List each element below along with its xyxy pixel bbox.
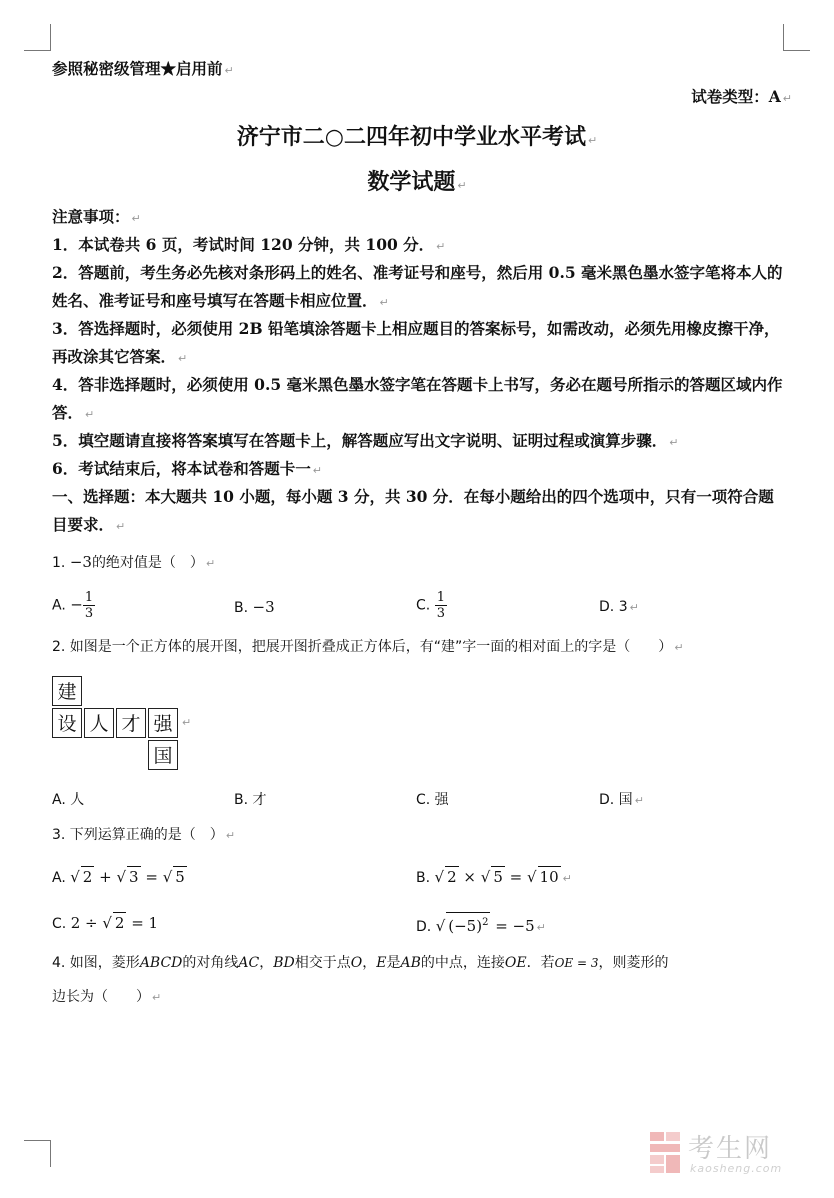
question-3-option-b: B. √ 2 × √ 5 = √ 10 ↵ xyxy=(416,868,572,886)
net-cell-qiang: 强 xyxy=(148,708,178,738)
cube-net-figure: 建 设 人 才 强 国 ↵ xyxy=(52,676,182,772)
watermark-logo-icon xyxy=(648,1130,682,1176)
note-item-3: 3．答选择题时，必须使用 2B 铅笔填涂答题卡上相应题目的答案标号，如需改动，必须先用橡皮擦干净，再改涂其它答案． ↵ xyxy=(52,319,780,366)
question-1-option-b: B. −3 xyxy=(234,598,275,616)
question-1-option-d: D. 3 ↵ xyxy=(599,599,639,615)
question-2-option-b: B. 才 xyxy=(234,792,267,808)
question-2-option-c: C. 强 xyxy=(416,792,449,808)
paper-type: 试卷类型：A ↵ xyxy=(691,87,792,106)
section-one-heading: 一、选择题：本大题共 10 小题，每小题 3 分，共 30 分．在每小题给出的四个选项中，只有一项符合题目要求． ↵ xyxy=(52,487,774,534)
question-2-stem: 2. 如图是一个正方体的展开图，把展开图折叠成正方体后，有“建”字一面的相对面上的字是（ ） ↵ xyxy=(52,639,684,655)
question-1-option-c: C. $\frac{1}{3}$ xyxy=(416,590,445,621)
exam-title: 济宁市二○二四年初中学业水平考试 ↵ xyxy=(236,124,598,150)
question-3-stem: 3. 下列运算正确的是（ ） ↵ xyxy=(52,827,236,843)
net-cell-cai: 才 xyxy=(116,708,146,738)
note-item-6: 6．考试结束后，将本试卷和答题卡一 ↵ xyxy=(52,459,323,478)
corner-mark-bottom-left xyxy=(24,1140,51,1167)
question-4-stem-line-2: 边长为（ ） ↵ xyxy=(52,989,162,1005)
note-item-2: 2．答题前，考生务必先核对条形码上的姓名、准考证号和座号，然后用 0.5 毫米黑色墨水签字笔将本人的姓名、准考证号和座号填写在答题卡相应位置． ↵ xyxy=(52,263,783,310)
question-3-option-c: C. 2 ÷ √ 2 = 1 xyxy=(52,914,159,932)
question-1-stem: 1. −3的绝对值是（ ） ↵ xyxy=(52,553,216,571)
exam-subject: 数学试题 ↵ xyxy=(367,169,467,195)
watermark-site: kaosheng.com xyxy=(690,1162,783,1175)
net-cell-ren: 人 xyxy=(84,708,114,738)
question-2-option-d: D. 国 ↵ xyxy=(599,792,644,808)
watermark-brand: 考生网 xyxy=(688,1134,773,1164)
net-cell-jian: 建 xyxy=(52,676,82,706)
note-item-1: 1．本试卷共 6 页，考试时间 120 分钟，共 100 分． ↵ xyxy=(52,235,446,254)
net-cell-she: 设 xyxy=(52,708,82,738)
net-cell-guo: 国 xyxy=(148,740,178,770)
note-item-5: 5．填空题请直接将答案填写在答题卡上，解答题应写出文字说明、证明过程或演算步骤． ↵ xyxy=(52,431,679,450)
question-3-option-d: D. √ $(-5)^2 = -5$ ↵ xyxy=(416,912,546,938)
question-3-option-a: A. √ 2 + √ 3 = √ 5 xyxy=(52,868,185,886)
question-1-option-a: A. − $\frac{1}{3}$ xyxy=(52,590,94,621)
corner-mark-top-left xyxy=(24,24,51,51)
secret-level: 参照秘密级管理★启用前 ↵ xyxy=(52,59,234,78)
note-item-4: 4．答非选择题时，必须使用 0.5 毫米黑色墨水签字笔在答题卡上书写，务必在题号所指示的答题区域内作答． ↵ xyxy=(52,375,783,422)
site-watermark xyxy=(648,1128,808,1180)
notes-heading: 注意事项： ↵ xyxy=(52,207,141,226)
question-2-option-a: A. 人 xyxy=(52,792,85,808)
corner-mark-top-right xyxy=(783,24,810,51)
question-4-stem-line-1: 4. 如图，菱形ABCD的对角线AC，BD相交于点O，E是AB的中点，连接OE．若OE = 3，则菱形的 xyxy=(52,955,669,971)
